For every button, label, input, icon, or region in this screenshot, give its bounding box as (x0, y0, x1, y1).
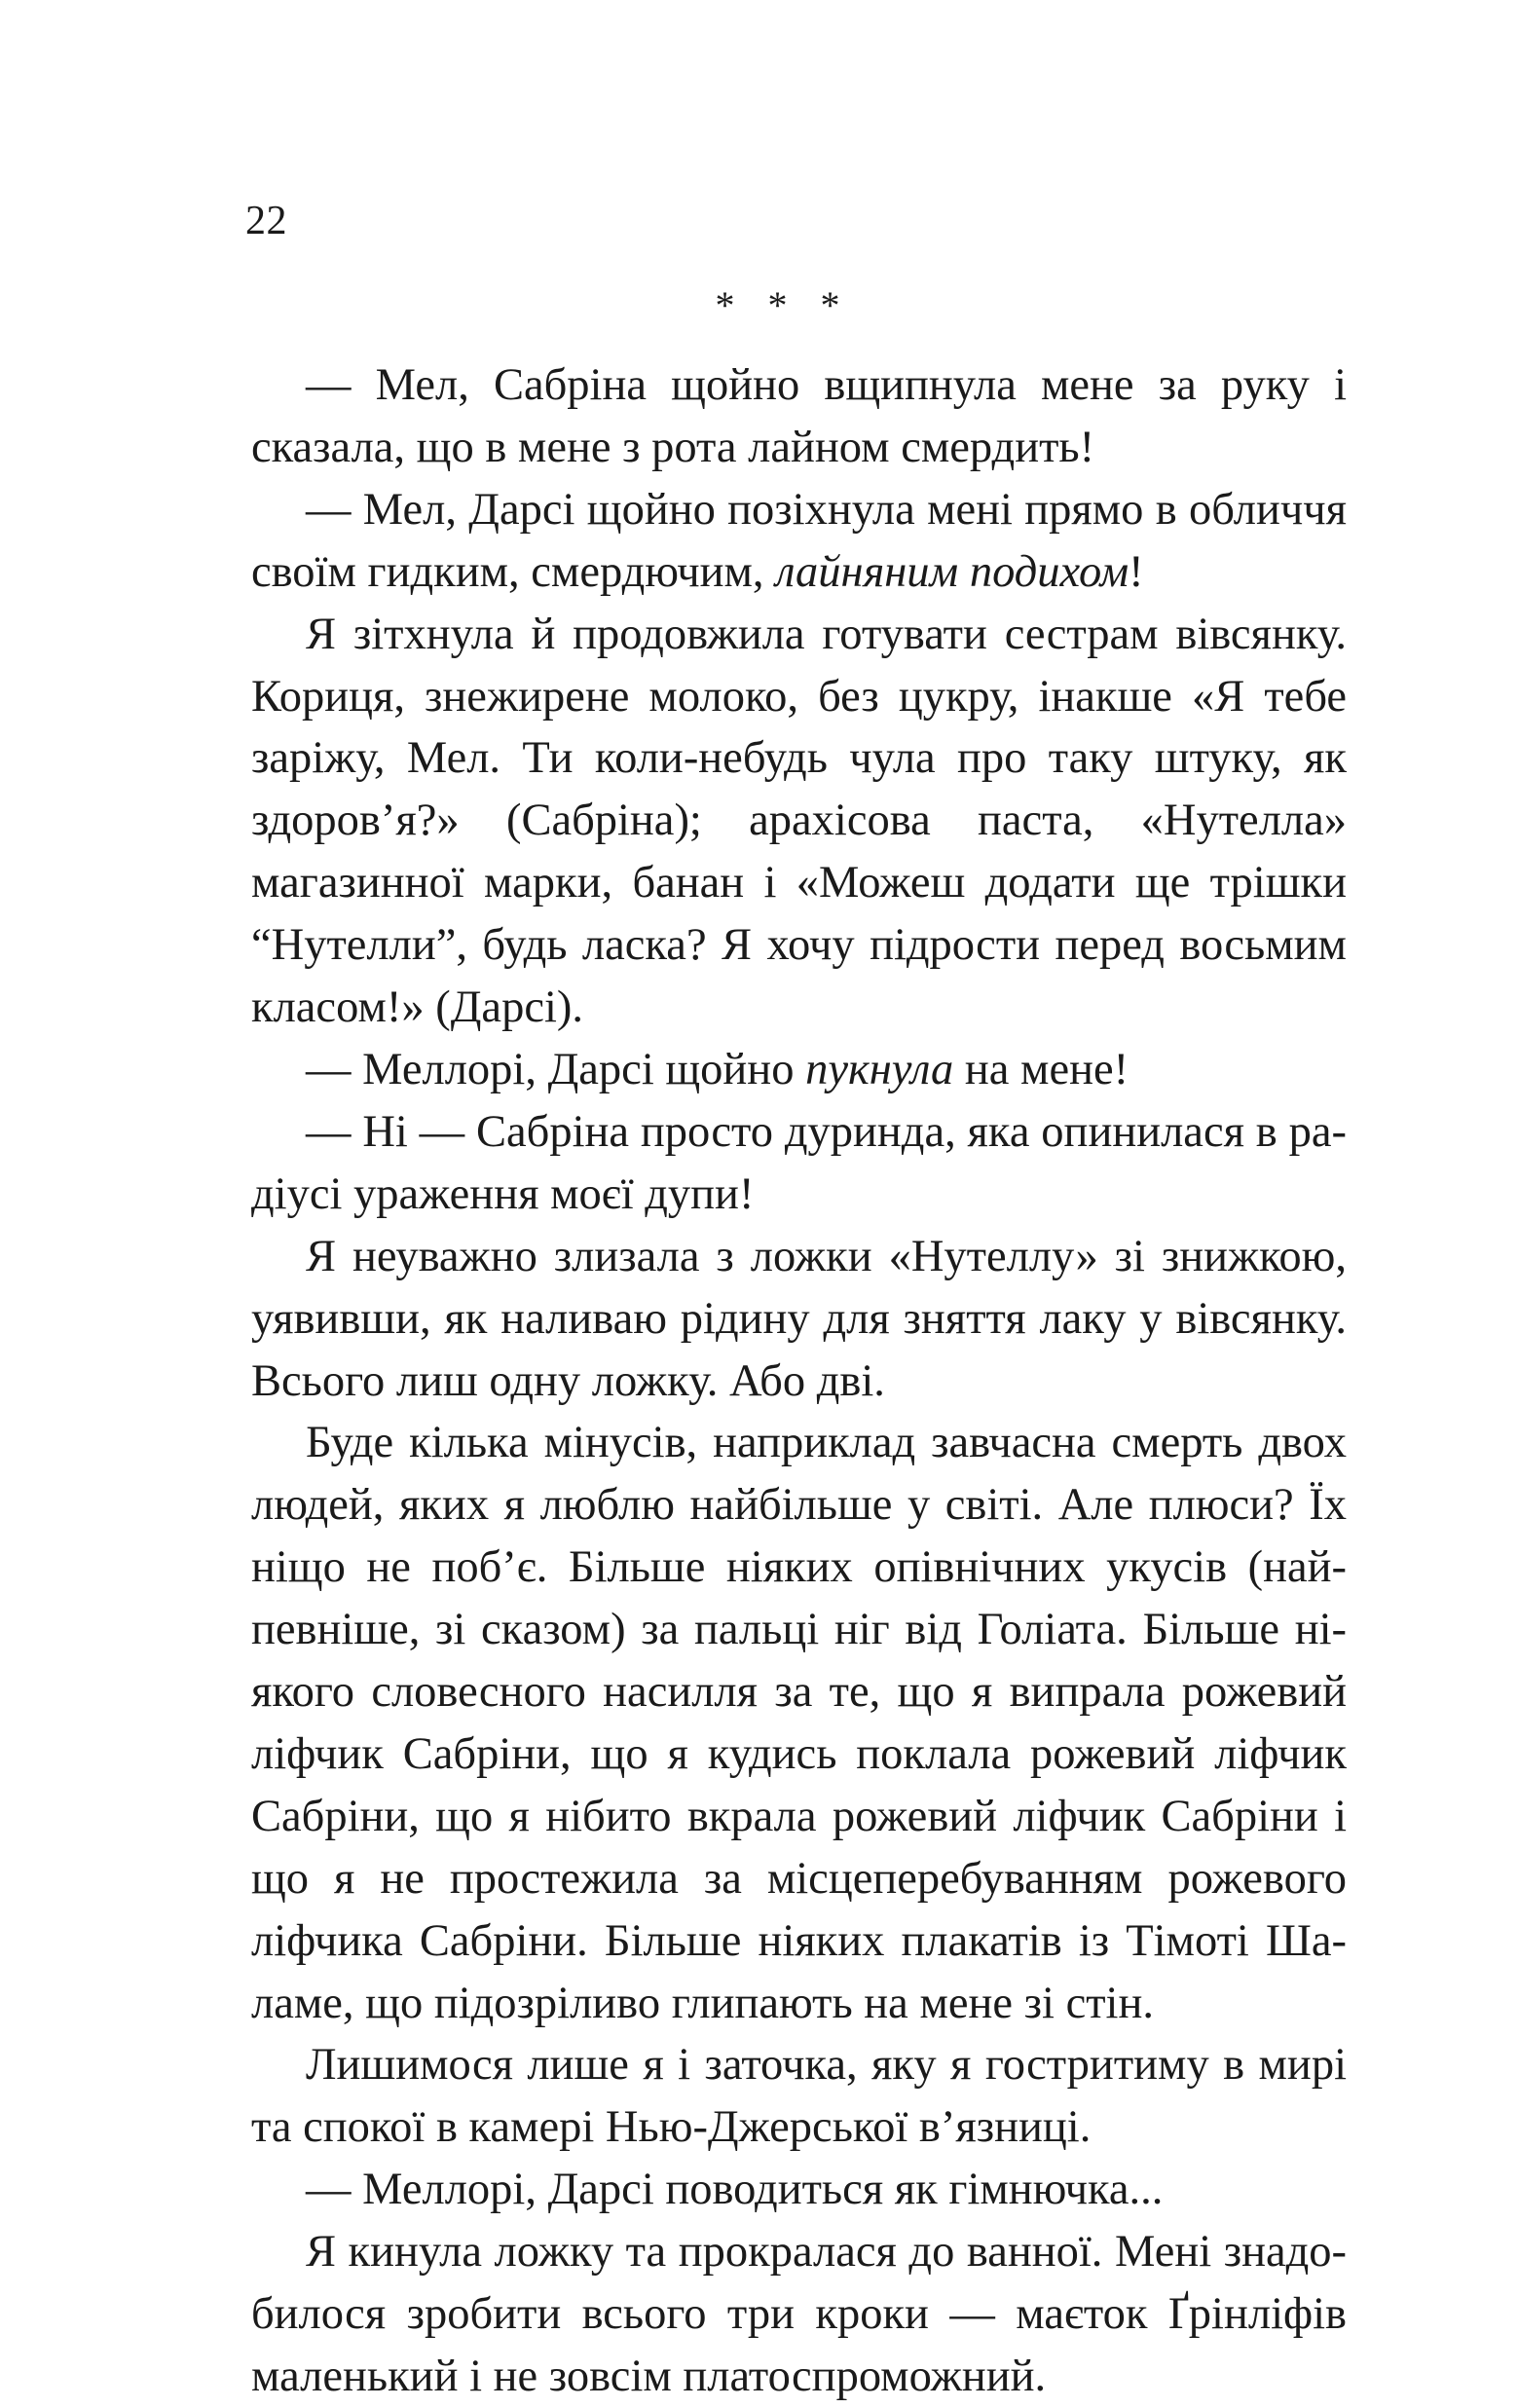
paragraph-nutella: Я неуважно злизала з ложки «Нутеллу» зі знижкою, уявивши, як наливаю рідину для зняття лаку у вівсянку. Всього лиш одну ложку. Або дві. (251, 1231, 1347, 1406)
paragraph-oatmeal: Я зітхнула й продовжила готувати сестрам вівсянку. Кориця, знежирене молоко, без цукру, інакше «Я тебе заріжу, Мел. Ти коли-небудь чула про таку штуку, як здоров’я?» (Сабріна); арахісова паста, «Нутелла» магазинної марки, банан і «Можеш додати ще трішки “Нутелли”, будь ласка? Я хочу підрости перед восьмим класом!» (Дарсі). (251, 609, 1347, 1033)
body-text (251, 354, 1347, 2408)
italic-text: лайняним подихом (775, 546, 1129, 597)
italic-text: пукнула (805, 1044, 954, 1094)
section-separator: * * * (715, 283, 852, 327)
paragraph-dialogue-4: — Ні — Сабріна просто дуринда, яка опинилася в радіусі ураження моєї дупи! (251, 1106, 1347, 1219)
paragraph-text: — Мел, Дарсі щойно позіхнула мені прямо в обличчя своїм гидким, смердючим, (251, 484, 1347, 597)
paragraph-dialogue-5: — Меллорі, Дарсі поводиться як гімнючка... (306, 2165, 1164, 2215)
paragraph-text: — Меллорі, Дарсі щойно (306, 1044, 806, 1094)
paragraph-bathroom: Я кинула ложку та прокралася до ванної. Мені знадобилося зробити всього три кроки — маєток Ґрінліфів маленький і не зовсім платоспроможний. (251, 2227, 1347, 2401)
paragraph-prison: Лишимося лише я і заточка, яку я гостритиму в мирі та спокої в камері Нью-Джерської в’язниці. (251, 2040, 1347, 2153)
paragraph-text: ! (1129, 546, 1144, 597)
paragraph-text: на мене! (953, 1044, 1129, 1094)
paragraph-dialogue-2 (251, 479, 1347, 604)
paragraph-dialogue-1: — Мел, Сабріна щойно вщипнула мене за руку і сказала, що в мене з рота лайном смердить! (251, 360, 1347, 472)
paragraph-dialogue-3 (251, 1039, 1347, 1101)
paragraph-minuses: Буде кілька мінусів, наприклад завчасна смерть двох людей, яких я люблю найбільше у світі. Але плюси? Їх ніщо не поб’є. Більше ніяких опівнічних укусів (найпевніше, зі сказом) за пальці ніг від Голіата. Більше ніякого словесного насилля за те, що я випрала рожевий ліфчик Сабріни, що я кудись поклала рожевий ліфчик Сабріни, що я нібито вкрала рожевий ліфчик Сабріни і що я не простежила за місцеперебуванням рожевого ліфчика Сабріни. Більше ніяких плакатів із Тімоті Шаламе, що підозріливо глипають на мене зі стін. (251, 1418, 1347, 2028)
page-number: 22 (245, 199, 287, 243)
